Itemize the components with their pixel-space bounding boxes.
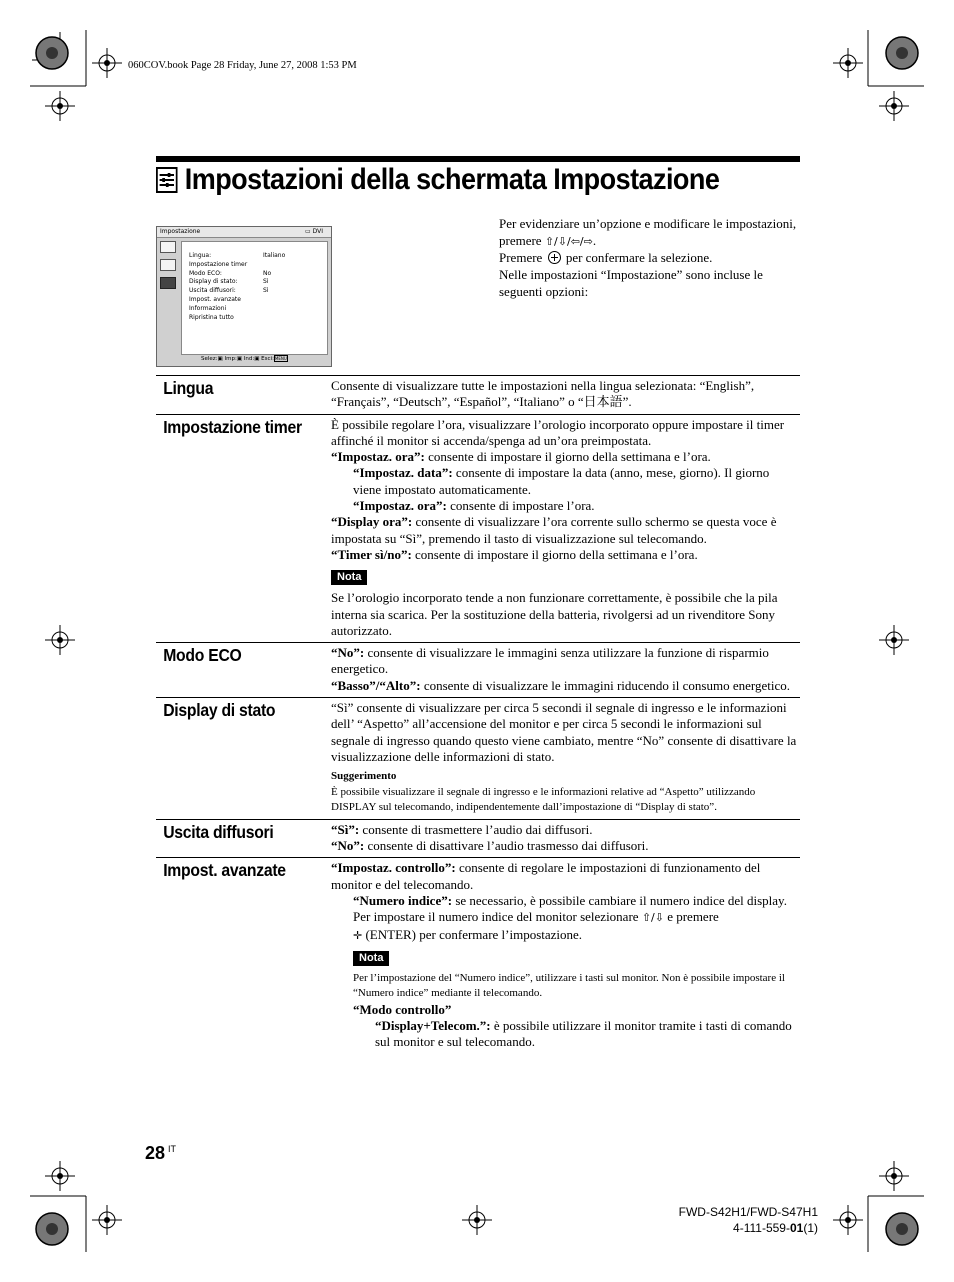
osd-item: Impostazione timer	[189, 260, 248, 268]
page-number: 28 $^{IT}$	[145, 1143, 177, 1163]
osd-item: Ripristina tutto	[189, 313, 234, 321]
intro-text: Per evidenziare un’opzione e modificare le impostazioni, premere ⇧/⇩/⇦/⇨. Premere per confermare la selezione. Nelle impostazioni “Impostazione” sono incluse le seguenti opzioni:	[499, 216, 797, 299]
page-title	[156, 163, 719, 197]
up-down-arrow-icon: ⇧/⇩	[641, 911, 664, 925]
row-timer: Impostazione timer È possibile regolare l’ora, visualizzare l’orologio incorporato oppure impostare il timer affinché il monitor si accenda/spenga ad un’ora preimpostata. “Impostaz. ora”: consente di impostare il giorno della settimana e l’ora. “Impostaz. data”: consente di impostare la data (anno, mese, giorno). Il giorno viene impostato automaticamente. “Impostaz. ora”: consente di impostare l’ora. “Display ora”: consente di visualizzare l’ora corrente sullo schermo se questa voce è impostata su “Sì”, premendo il tasto di visualizzazione sul telecomando. “Timer sì/no”: consente di impostare il giorno della settimana e l’ora. Nota Se l’orologio incorporato tende a non funzionare correttamente, è possibile che la pila interna sia scarica. Per la sostituzione della batteria, rivolgersi ad un rivenditore Sony autorizzato.	[156, 414, 800, 643]
note-badge: Nota	[353, 951, 389, 966]
osd-item: Lingua:	[189, 252, 212, 259]
page-title-text: Impostazioni della schermata Impostazione	[184, 163, 720, 196]
model-name: FWD-S42H1/FWD-S47H1	[678, 1205, 818, 1219]
row-label: Modo ECO	[163, 645, 242, 666]
osd-value	[263, 296, 285, 305]
row-display-stato: Display di stato “Sì” consente di visualizzare per circa 5 secondi il segnale di ingresso e le informazioni dell’ “Aspetto” all’accensione del monitor e per circa 5 secondi le informazioni sul segnale di ingresso quando questo viene cambiato, mentre “No” consente di disattivare la visualizzazione delle informazioni di stato. Suggerimento È possibile visualizzare il segnale di ingresso e le informazioni relative ad “Aspetto” utilizzando DISPLAY sul telecomando, indipendentemente dall’impostazione di “Display di stato”.	[156, 697, 800, 819]
osd-footer: Selez:▣ Imp:▣ Ind:▣ Esci:MENU	[201, 356, 287, 362]
arrow-keys-icon: ⇧/⇩/⇦/⇨	[544, 234, 593, 248]
corner-top-left	[30, 30, 122, 121]
osd-value	[263, 305, 285, 314]
screen-menu-icon	[160, 259, 176, 271]
row-label: Lingua	[163, 378, 214, 398]
row-avanzate: Impost. avanzate “Impostaz. controllo”: consente di regolare le impostazioni di funzionamento del monitor e del telecomando. “Numero indice”: se necessario, è possibile cambiare il numero indice del display. Per impostare il numero indice del monitor selezionare ⇧/⇩ e premere ✛ (ENTER) per confermare l’impostazione. Nota Per l’impostazione del “Numero indice”, utilizzare i tasti sul monitor. Non è possibile impostare il “Numero indice” mediante il telecomando. “Modo controllo” “Display+Telecom.”: è possibile utilizzare il monitor tramite i tasti di comando sul monitor e sul telecomando.	[156, 857, 800, 1053]
model-info	[640, 1204, 818, 1236]
corner-bottom-right	[833, 1161, 924, 1252]
osd-value: Sì	[263, 287, 269, 295]
book-info-line: 060COV.book Page 28 Friday, June 27, 2008 1:53 PM	[128, 60, 357, 71]
osd-value	[263, 261, 285, 270]
row-eco: Modo ECO “No”: consente di visualizzare le immagini senza utilizzare la funzione di risparmio energetico. “Basso”/“Alto”: consente di visualizzare le immagini riducendo il consumo energetico.	[156, 642, 800, 697]
osd-item: Modo ECO:	[189, 269, 222, 277]
row-lingua	[156, 375, 800, 414]
osd-panel	[181, 241, 328, 355]
osd-value	[263, 314, 285, 323]
enter-plus-icon: ✛	[353, 928, 363, 942]
row-text: Consente di visualizzare tutte le impostazioni nella lingua selezionata: “English”, “Français”, “Deutsch”, “Español”, “Italiano” o “日本語”.	[331, 378, 755, 410]
tip-title: Suggerimento	[331, 770, 397, 783]
row-label: Impostazione timer	[163, 416, 302, 437]
osd-side-icons	[160, 241, 178, 289]
osd-item: Display di stato:	[189, 278, 238, 286]
osd-item: Informazioni	[189, 304, 227, 312]
setup-menu-icon	[160, 277, 176, 289]
osd-value: Italiano	[263, 252, 286, 259]
osd-header: Impostazione	[160, 228, 201, 235]
enter-button-icon	[548, 251, 561, 264]
row-diffusori: Uscita diffusori “Sì”: consente di trasmettere l’audio dai diffusori. “No”: consente di disattivare l’audio trasmesso dai diffusori.	[156, 819, 800, 858]
row-label: Display di stato	[163, 700, 276, 721]
settings-menu-icon	[156, 167, 178, 193]
bottom-center-mark	[462, 1205, 492, 1235]
osd-screenshot	[156, 226, 332, 367]
model-code: 4-111-559-01(1)	[733, 1221, 818, 1235]
row-label: Impost. avanzate	[163, 860, 286, 881]
osd-value: No	[263, 269, 272, 277]
picture-menu-icon	[160, 241, 176, 253]
title-rule	[156, 156, 800, 162]
corner-top-right	[833, 30, 924, 121]
settings-table	[156, 375, 800, 1054]
osd-item: Impost. avanzate	[189, 295, 241, 303]
osd-item: Uscita diffusori:	[189, 287, 236, 295]
note-badge: Nota	[331, 570, 367, 585]
osd-value: Sì	[263, 278, 269, 286]
osd-input: ▭ DVI	[305, 228, 323, 235]
corner-bottom-left	[30, 1161, 122, 1252]
row-label: Uscita diffusori	[163, 821, 274, 842]
